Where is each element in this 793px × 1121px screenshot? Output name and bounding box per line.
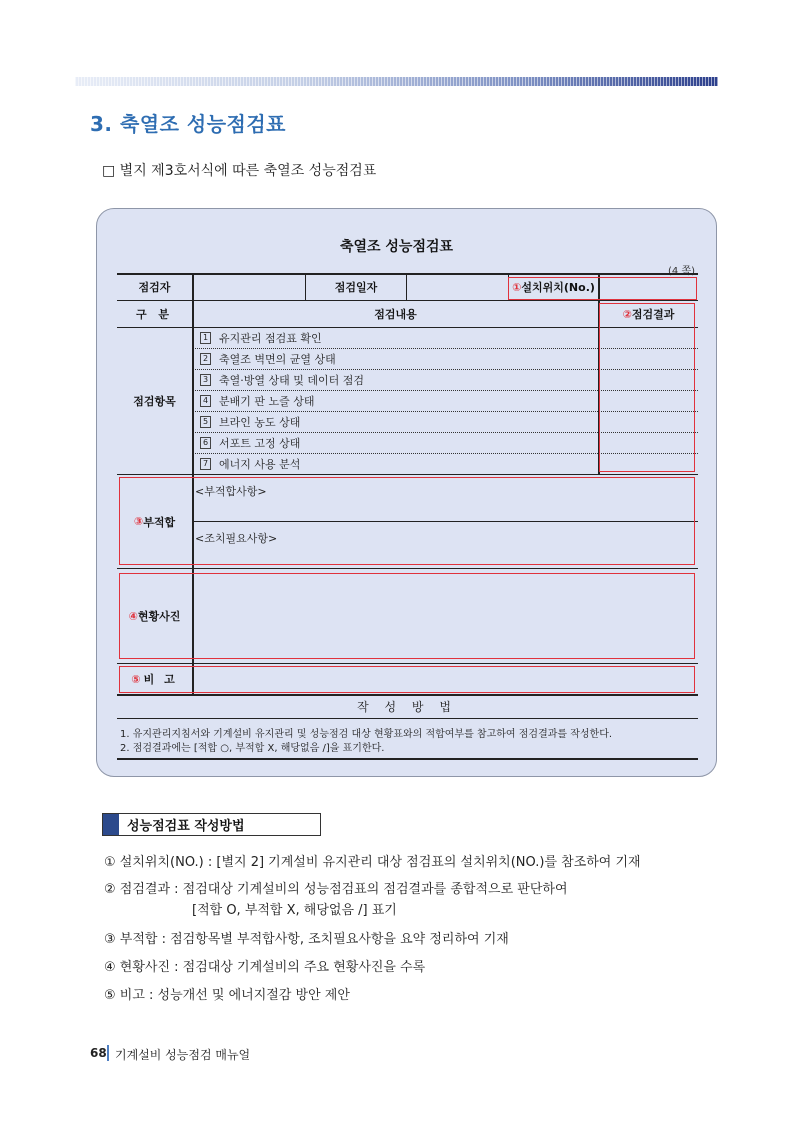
item-number: 3 xyxy=(200,374,211,386)
marker-3: ③ xyxy=(133,515,144,528)
marker-2: ② xyxy=(622,307,632,321)
check-item xyxy=(200,370,364,390)
result-text: 점검결과 xyxy=(631,308,675,321)
marker-1: ① xyxy=(512,280,522,294)
remarks-text: 비 고 xyxy=(143,673,178,686)
footer-title: 기계설비 성능점검 매뉴얼 xyxy=(115,1048,251,1062)
footer-divider xyxy=(107,1045,109,1061)
nonconform-text: 부적합 xyxy=(143,515,176,529)
marker-4: ④ xyxy=(128,609,138,623)
guide-header-block xyxy=(103,814,119,835)
guide-line: [적합 O, 부적합 X, 해당없음 /] 표기 xyxy=(192,903,397,918)
method-line: 2. 점검결과에는 [적합 ○, 부적합 X, 해당없음 /]을 표기한다. xyxy=(120,743,385,754)
table-column-divider xyxy=(406,274,407,300)
location-text: 설치위치(No.) xyxy=(521,281,595,294)
photo-text: 현황사진 xyxy=(137,610,181,623)
item-number: 2 xyxy=(200,353,211,365)
highlight-remarks xyxy=(119,666,695,693)
table-line xyxy=(117,694,698,696)
items-label: 점검항목 xyxy=(133,395,176,408)
item-text: 서포트 고정 상태 xyxy=(219,437,301,450)
guide-title: 성능점검표 작성방법 xyxy=(127,819,245,834)
form-title: 축열조 성능점검표 xyxy=(339,239,454,255)
item-text: 에너지 사용 분석 xyxy=(219,458,301,471)
method-line: 1. 유지관리지침서와 기계설비 유지관리 및 성능점검 대상 현황표와의 적합여부를 참고하여 점검결과를 작성한다. xyxy=(120,729,613,740)
guide-line: ⑤ 비고 : 성능개선 및 에너지절감 방안 제안 xyxy=(104,988,350,1003)
section-title: 3. 축열조 성능점검표 xyxy=(90,112,286,136)
check-item xyxy=(200,412,300,432)
subtitle: □ 별지 제3호서식에 따른 축열조 성능점검표 xyxy=(102,163,377,179)
table-line xyxy=(117,568,698,569)
table-line xyxy=(117,663,698,664)
table-line xyxy=(117,474,698,475)
item-number: 5 xyxy=(200,416,211,428)
item-number: 7 xyxy=(200,458,211,470)
nonconform-placeholder: <부적합사항> xyxy=(195,485,267,498)
page-number-label: (4 쪽) xyxy=(668,266,696,277)
inspector-label: 점검자 xyxy=(138,281,171,294)
check-item xyxy=(200,328,322,348)
check-item xyxy=(200,454,300,474)
guide-header xyxy=(102,813,321,836)
item-text: 브라인 농도 상태 xyxy=(219,416,301,429)
item-text: 축열·방열 상태 및 데이터 점검 xyxy=(219,374,364,387)
table-bottom-border xyxy=(117,758,698,760)
marker-5: ⑤ xyxy=(131,672,144,686)
item-text: 유지관리 점검표 확인 xyxy=(219,332,322,345)
item-text: 축열조 벽면의 균열 상태 xyxy=(219,353,336,366)
highlight-photo xyxy=(119,573,695,659)
footer-page-number: 68 xyxy=(90,1046,107,1060)
table-line xyxy=(117,718,698,719)
highlight-nonconform xyxy=(119,477,695,565)
guide-line: ③ 부적합 : 점검항목별 부적합사항, 조치필요사항을 요약 정리하여 기재 xyxy=(104,932,509,947)
item-number: 6 xyxy=(200,437,211,449)
item-number: 1 xyxy=(200,332,211,344)
action-placeholder: <조치필요사항> xyxy=(195,532,278,545)
guide-line: ② 점검결과 : 점검대상 기계설비의 성능점검표의 점검결과를 종합적으로 판단하여 xyxy=(104,882,568,897)
content-header: 점검내용 xyxy=(374,308,417,321)
check-item xyxy=(200,349,336,369)
method-title: 작 성 방 법 xyxy=(357,700,457,714)
category-header: 구 분 xyxy=(135,308,174,321)
table-top-border xyxy=(117,273,698,275)
item-number: 4 xyxy=(200,395,211,407)
date-label: 점검일자 xyxy=(334,281,378,294)
header-gradient-bar xyxy=(75,77,718,86)
highlight-location xyxy=(508,277,697,300)
check-item xyxy=(200,433,300,453)
item-text: 분배기 판 노즐 상태 xyxy=(219,395,315,408)
guide-line: ④ 현황사진 : 점검대상 기계설비의 주요 현황사진을 수록 xyxy=(104,960,426,975)
check-item xyxy=(200,391,315,411)
guide-line: ① 설치위치(NO.) : [별지 2] 기계설비 유지관리 대상 점검표의 설치위치(NO.)를 참조하여 기재 xyxy=(104,855,641,870)
highlight-result xyxy=(599,303,695,472)
